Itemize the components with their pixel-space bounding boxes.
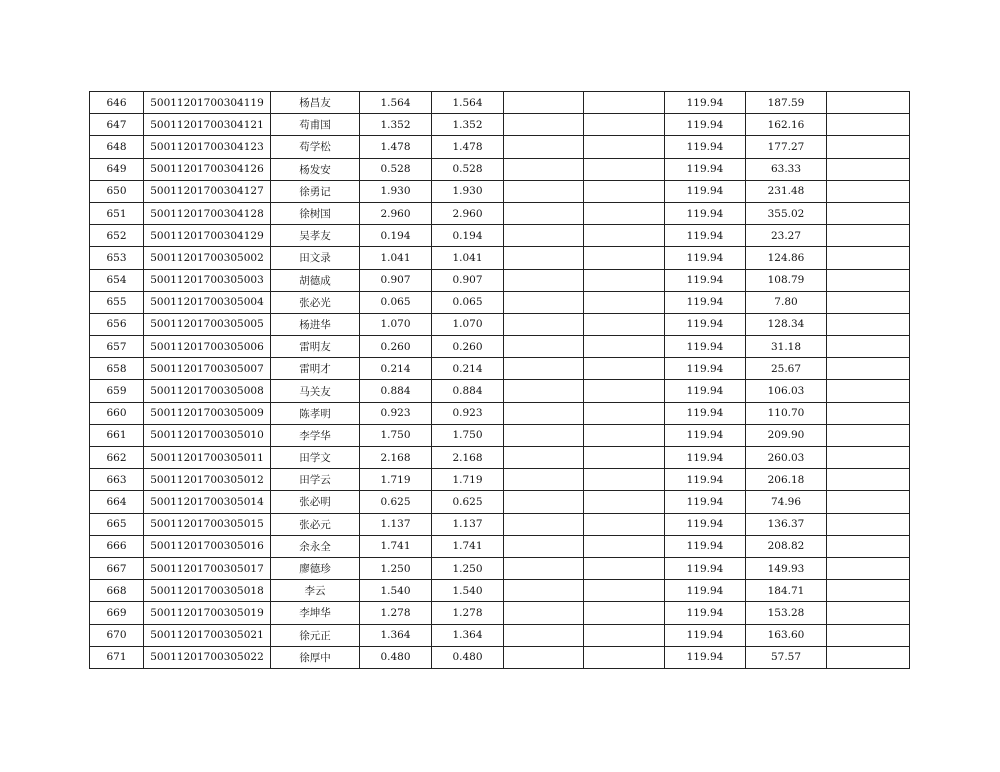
cell-amount: 7.80: [746, 291, 827, 313]
cell-amount: 25.67: [746, 358, 827, 380]
table-row: [90, 447, 910, 469]
cell-amount: 355.02: [746, 202, 827, 224]
cell-note: [827, 92, 910, 114]
cell-area: 0.907: [360, 269, 432, 291]
cell-blank: [584, 447, 665, 469]
cell-blank: [504, 424, 584, 446]
cell-note: [827, 180, 910, 202]
table-row: [90, 291, 910, 313]
cell-household-code: 50011201700305007: [144, 358, 271, 380]
cell-note: [827, 447, 910, 469]
cell-note: [827, 624, 910, 646]
cell-blank: [504, 158, 584, 180]
cell-area: 1.478: [360, 136, 432, 158]
cell-note: [827, 491, 910, 513]
cell-blank: [504, 380, 584, 402]
cell-unit-price: 119.94: [665, 380, 746, 402]
cell-note: [827, 202, 910, 224]
cell-blank: [584, 491, 665, 513]
cell-blank: [584, 358, 665, 380]
cell-blank: [504, 336, 584, 358]
cell-unit-price: 119.94: [665, 114, 746, 136]
cell-note: [827, 580, 910, 602]
cell-area: 1.719: [360, 469, 432, 491]
cell-row-number: 664: [90, 491, 144, 513]
cell-note: [827, 646, 910, 668]
cell-note: [827, 313, 910, 335]
table-row: [90, 557, 910, 579]
cell-area: 1.564: [360, 92, 432, 114]
cell-row-number: 666: [90, 535, 144, 557]
cell-area-confirmed: 1.278: [432, 602, 504, 624]
cell-blank: [584, 402, 665, 424]
cell-amount: 110.70: [746, 402, 827, 424]
cell-area: 2.168: [360, 447, 432, 469]
cell-row-number: 665: [90, 513, 144, 535]
cell-area: 1.137: [360, 513, 432, 535]
cell-name: 苟学松: [271, 136, 360, 158]
cell-row-number: 651: [90, 202, 144, 224]
cell-blank: [584, 92, 665, 114]
cell-amount: 128.34: [746, 313, 827, 335]
cell-blank: [504, 269, 584, 291]
table-row: [90, 602, 910, 624]
cell-unit-price: 119.94: [665, 447, 746, 469]
cell-household-code: 50011201700305004: [144, 291, 271, 313]
table-row: [90, 136, 910, 158]
cell-unit-price: 119.94: [665, 92, 746, 114]
cell-household-code: 50011201700305009: [144, 402, 271, 424]
cell-name: 张必元: [271, 513, 360, 535]
cell-blank: [504, 646, 584, 668]
table-body: [90, 92, 910, 669]
table-row: [90, 624, 910, 646]
cell-household-code: 50011201700305008: [144, 380, 271, 402]
cell-blank: [584, 469, 665, 491]
cell-unit-price: 119.94: [665, 602, 746, 624]
cell-area: 1.930: [360, 180, 432, 202]
cell-row-number: 660: [90, 402, 144, 424]
cell-name: 李坤华: [271, 602, 360, 624]
cell-note: [827, 336, 910, 358]
cell-name: 李学华: [271, 424, 360, 446]
cell-name: 李云: [271, 580, 360, 602]
cell-area: 0.194: [360, 225, 432, 247]
cell-row-number: 668: [90, 580, 144, 602]
cell-area: 0.528: [360, 158, 432, 180]
cell-row-number: 663: [90, 469, 144, 491]
table-row: [90, 180, 910, 202]
cell-area-confirmed: 1.741: [432, 535, 504, 557]
cell-area-confirmed: 1.478: [432, 136, 504, 158]
cell-name: 杨发安: [271, 158, 360, 180]
cell-blank: [504, 580, 584, 602]
cell-note: [827, 380, 910, 402]
cell-unit-price: 119.94: [665, 291, 746, 313]
cell-blank: [584, 580, 665, 602]
cell-blank: [504, 313, 584, 335]
cell-blank: [584, 247, 665, 269]
cell-note: [827, 269, 910, 291]
cell-note: [827, 535, 910, 557]
cell-note: [827, 424, 910, 446]
cell-area: 1.352: [360, 114, 432, 136]
cell-area-confirmed: 0.214: [432, 358, 504, 380]
cell-blank: [584, 313, 665, 335]
cell-area-confirmed: 1.564: [432, 92, 504, 114]
cell-area: 1.750: [360, 424, 432, 446]
cell-row-number: 649: [90, 158, 144, 180]
cell-note: [827, 402, 910, 424]
cell-unit-price: 119.94: [665, 535, 746, 557]
cell-household-code: 50011201700305010: [144, 424, 271, 446]
cell-blank: [504, 624, 584, 646]
cell-blank: [504, 602, 584, 624]
cell-unit-price: 119.94: [665, 269, 746, 291]
cell-row-number: 661: [90, 424, 144, 446]
cell-blank: [504, 491, 584, 513]
cell-area-confirmed: 1.364: [432, 624, 504, 646]
cell-note: [827, 557, 910, 579]
table-row: [90, 158, 910, 180]
cell-area-confirmed: 1.137: [432, 513, 504, 535]
cell-amount: 163.60: [746, 624, 827, 646]
cell-name: 陈孝明: [271, 402, 360, 424]
cell-name: 胡德成: [271, 269, 360, 291]
cell-amount: 177.27: [746, 136, 827, 158]
cell-area-confirmed: 0.625: [432, 491, 504, 513]
cell-household-code: 50011201700305018: [144, 580, 271, 602]
cell-blank: [584, 269, 665, 291]
cell-note: [827, 358, 910, 380]
cell-row-number: 653: [90, 247, 144, 269]
table-row: [90, 313, 910, 335]
cell-blank: [584, 624, 665, 646]
cell-blank: [504, 402, 584, 424]
cell-area-confirmed: 1.250: [432, 557, 504, 579]
cell-blank: [584, 225, 665, 247]
cell-name: 张必光: [271, 291, 360, 313]
cell-household-code: 50011201700305017: [144, 557, 271, 579]
cell-area: 0.625: [360, 491, 432, 513]
cell-amount: 162.16: [746, 114, 827, 136]
cell-blank: [584, 424, 665, 446]
cell-amount: 136.37: [746, 513, 827, 535]
cell-unit-price: 119.94: [665, 513, 746, 535]
cell-area: 1.540: [360, 580, 432, 602]
cell-area: 0.065: [360, 291, 432, 313]
cell-unit-price: 119.94: [665, 313, 746, 335]
cell-unit-price: 119.94: [665, 336, 746, 358]
cell-name: 徐勇记: [271, 180, 360, 202]
cell-name: 雷明才: [271, 358, 360, 380]
cell-row-number: 667: [90, 557, 144, 579]
cell-household-code: 50011201700305019: [144, 602, 271, 624]
cell-area: 2.960: [360, 202, 432, 224]
cell-note: [827, 602, 910, 624]
cell-unit-price: 119.94: [665, 158, 746, 180]
cell-area-confirmed: 0.884: [432, 380, 504, 402]
cell-blank: [584, 380, 665, 402]
cell-name: 田学文: [271, 447, 360, 469]
cell-unit-price: 119.94: [665, 580, 746, 602]
cell-blank: [584, 336, 665, 358]
cell-name: 苟甫国: [271, 114, 360, 136]
cell-unit-price: 119.94: [665, 424, 746, 446]
cell-note: [827, 291, 910, 313]
cell-area-confirmed: 1.540: [432, 580, 504, 602]
cell-blank: [504, 202, 584, 224]
cell-area: 0.214: [360, 358, 432, 380]
cell-household-code: 50011201700304119: [144, 92, 271, 114]
cell-unit-price: 119.94: [665, 646, 746, 668]
cell-row-number: 671: [90, 646, 144, 668]
cell-household-code: 50011201700304121: [144, 114, 271, 136]
cell-note: [827, 114, 910, 136]
cell-amount: 208.82: [746, 535, 827, 557]
cell-blank: [504, 92, 584, 114]
cell-area-confirmed: 0.194: [432, 225, 504, 247]
cell-blank: [584, 202, 665, 224]
cell-row-number: 655: [90, 291, 144, 313]
cell-area-confirmed: 1.719: [432, 469, 504, 491]
table-row: [90, 402, 910, 424]
cell-household-code: 50011201700305006: [144, 336, 271, 358]
table-row: [90, 92, 910, 114]
cell-amount: 184.71: [746, 580, 827, 602]
cell-area: 1.741: [360, 535, 432, 557]
cell-household-code: 50011201700305003: [144, 269, 271, 291]
cell-note: [827, 158, 910, 180]
cell-blank: [584, 114, 665, 136]
cell-row-number: 650: [90, 180, 144, 202]
cell-area: 0.884: [360, 380, 432, 402]
cell-name: 杨进华: [271, 313, 360, 335]
table-row: [90, 114, 910, 136]
table-row: [90, 424, 910, 446]
cell-row-number: 662: [90, 447, 144, 469]
cell-blank: [504, 114, 584, 136]
cell-row-number: 652: [90, 225, 144, 247]
cell-household-code: 50011201700304127: [144, 180, 271, 202]
cell-area-confirmed: 0.260: [432, 336, 504, 358]
table-row: [90, 380, 910, 402]
cell-area-confirmed: 1.352: [432, 114, 504, 136]
cell-area-confirmed: 1.070: [432, 313, 504, 335]
cell-blank: [504, 557, 584, 579]
cell-name: 徐树国: [271, 202, 360, 224]
cell-unit-price: 119.94: [665, 202, 746, 224]
cell-row-number: 647: [90, 114, 144, 136]
cell-unit-price: 119.94: [665, 136, 746, 158]
cell-unit-price: 119.94: [665, 491, 746, 513]
cell-row-number: 654: [90, 269, 144, 291]
cell-row-number: 659: [90, 380, 144, 402]
table-row: [90, 247, 910, 269]
table-row: [90, 646, 910, 668]
cell-amount: 108.79: [746, 269, 827, 291]
cell-household-code: 50011201700305015: [144, 513, 271, 535]
cell-area-confirmed: 0.923: [432, 402, 504, 424]
cell-name: 余永全: [271, 535, 360, 557]
cell-amount: 106.03: [746, 380, 827, 402]
cell-blank: [504, 291, 584, 313]
cell-area: 1.364: [360, 624, 432, 646]
cell-area-confirmed: 0.907: [432, 269, 504, 291]
data-table: [89, 91, 910, 669]
cell-unit-price: 119.94: [665, 557, 746, 579]
cell-unit-price: 119.94: [665, 180, 746, 202]
cell-amount: 187.59: [746, 92, 827, 114]
cell-amount: 231.48: [746, 180, 827, 202]
cell-blank: [584, 180, 665, 202]
cell-area: 1.250: [360, 557, 432, 579]
cell-household-code: 50011201700304129: [144, 225, 271, 247]
table-row: [90, 513, 910, 535]
cell-household-code: 50011201700305021: [144, 624, 271, 646]
cell-blank: [504, 535, 584, 557]
cell-area-confirmed: 2.168: [432, 447, 504, 469]
cell-area: 1.278: [360, 602, 432, 624]
cell-area-confirmed: 2.960: [432, 202, 504, 224]
table-row: [90, 202, 910, 224]
cell-name: 马关友: [271, 380, 360, 402]
cell-area: 1.041: [360, 247, 432, 269]
cell-amount: 63.33: [746, 158, 827, 180]
cell-household-code: 50011201700304123: [144, 136, 271, 158]
cell-household-code: 50011201700305012: [144, 469, 271, 491]
cell-unit-price: 119.94: [665, 624, 746, 646]
cell-name: 田文录: [271, 247, 360, 269]
cell-amount: 57.57: [746, 646, 827, 668]
cell-area-confirmed: 0.065: [432, 291, 504, 313]
cell-name: 田学云: [271, 469, 360, 491]
cell-row-number: 656: [90, 313, 144, 335]
table-row: [90, 269, 910, 291]
cell-row-number: 648: [90, 136, 144, 158]
table-row: [90, 491, 910, 513]
cell-name: 雷明友: [271, 336, 360, 358]
cell-blank: [504, 225, 584, 247]
cell-area: 0.923: [360, 402, 432, 424]
cell-area-confirmed: 0.528: [432, 158, 504, 180]
table-row: [90, 225, 910, 247]
cell-area-confirmed: 1.041: [432, 247, 504, 269]
cell-blank: [504, 513, 584, 535]
cell-blank: [504, 136, 584, 158]
cell-note: [827, 136, 910, 158]
cell-blank: [504, 469, 584, 491]
cell-household-code: 50011201700304128: [144, 202, 271, 224]
cell-household-code: 50011201700305002: [144, 247, 271, 269]
cell-note: [827, 247, 910, 269]
cell-household-code: 50011201700305011: [144, 447, 271, 469]
cell-name: 徐元正: [271, 624, 360, 646]
cell-amount: 153.28: [746, 602, 827, 624]
table-row: [90, 336, 910, 358]
table-row: [90, 358, 910, 380]
cell-household-code: 50011201700305022: [144, 646, 271, 668]
cell-blank: [584, 557, 665, 579]
cell-area: 1.070: [360, 313, 432, 335]
cell-name: 张必明: [271, 491, 360, 513]
cell-unit-price: 119.94: [665, 247, 746, 269]
cell-blank: [584, 602, 665, 624]
cell-blank: [584, 535, 665, 557]
cell-blank: [504, 247, 584, 269]
cell-blank: [584, 136, 665, 158]
cell-blank: [584, 513, 665, 535]
table-row: [90, 580, 910, 602]
cell-amount: 260.03: [746, 447, 827, 469]
cell-area-confirmed: 1.930: [432, 180, 504, 202]
cell-row-number: 670: [90, 624, 144, 646]
cell-row-number: 657: [90, 336, 144, 358]
cell-area: 0.480: [360, 646, 432, 668]
cell-blank: [584, 646, 665, 668]
table-row: [90, 469, 910, 491]
cell-household-code: 50011201700305005: [144, 313, 271, 335]
cell-unit-price: 119.94: [665, 402, 746, 424]
cell-unit-price: 119.94: [665, 225, 746, 247]
cell-area-confirmed: 0.480: [432, 646, 504, 668]
cell-row-number: 669: [90, 602, 144, 624]
cell-name: 徐厚中: [271, 646, 360, 668]
cell-household-code: 50011201700305016: [144, 535, 271, 557]
cell-blank: [584, 291, 665, 313]
cell-area: 0.260: [360, 336, 432, 358]
cell-row-number: 658: [90, 358, 144, 380]
cell-note: [827, 469, 910, 491]
cell-amount: 23.27: [746, 225, 827, 247]
cell-amount: 209.90: [746, 424, 827, 446]
cell-name: 廖德珍: [271, 557, 360, 579]
cell-blank: [504, 358, 584, 380]
cell-amount: 31.18: [746, 336, 827, 358]
cell-blank: [504, 180, 584, 202]
cell-unit-price: 119.94: [665, 358, 746, 380]
cell-area-confirmed: 1.750: [432, 424, 504, 446]
cell-note: [827, 513, 910, 535]
cell-amount: 74.96: [746, 491, 827, 513]
cell-amount: 206.18: [746, 469, 827, 491]
cell-blank: [584, 158, 665, 180]
cell-blank: [504, 447, 584, 469]
table-row: [90, 535, 910, 557]
cell-note: [827, 225, 910, 247]
cell-household-code: 50011201700304126: [144, 158, 271, 180]
cell-amount: 124.86: [746, 247, 827, 269]
cell-row-number: 646: [90, 92, 144, 114]
cell-household-code: 50011201700305014: [144, 491, 271, 513]
cell-unit-price: 119.94: [665, 469, 746, 491]
cell-name: 杨昌友: [271, 92, 360, 114]
cell-name: 吴孝友: [271, 225, 360, 247]
cell-amount: 149.93: [746, 557, 827, 579]
